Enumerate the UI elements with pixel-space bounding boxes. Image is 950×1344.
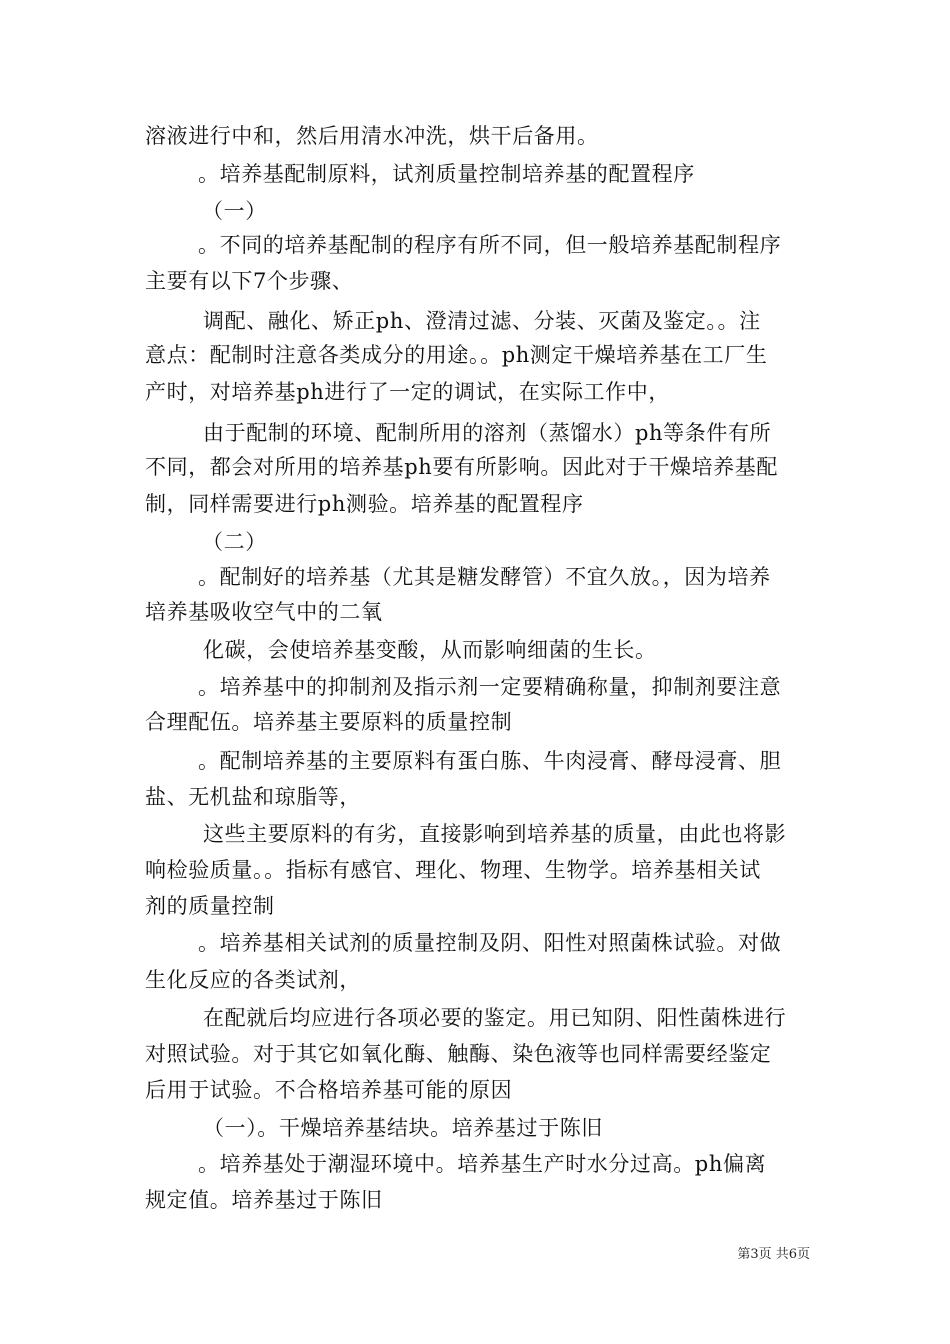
text-line-3: （一） bbox=[202, 199, 267, 223]
text-line-26: 对照试验。对于其它如氧化酶、触酶、染色液等也同样需要经鉴定 bbox=[145, 1042, 772, 1066]
text-line-4: 。不同的培养基配制的程序有所不同，但一般培养基配制程序 bbox=[198, 233, 782, 257]
text-line-20: 这些主要原料的有劣，直接影响到培养基的质量，由此也将影 bbox=[203, 822, 787, 846]
text-line-23: 。培养基相关试剂的质量控制及阴、阳性对照菌株试验。对做 bbox=[198, 931, 782, 955]
text-line-8: 产时，对培养基ph进行了一定的调试，在实际工作中， bbox=[145, 380, 670, 404]
text-line-27: 后用于试验。不合格培养基可能的原因 bbox=[145, 1078, 513, 1102]
text-line-7: 意点：配制时注意各类成分的用途。。ph测定干燥培养基在工厂生 bbox=[145, 343, 768, 367]
text-line-16: 。培养基中的抑制剂及指示剂一定要精确称量，抑制剂要注意 bbox=[198, 675, 782, 699]
text-line-19: 盐、无机盐和琼脂等， bbox=[145, 785, 361, 809]
text-line-5: 主要有以下7个步骤、 bbox=[145, 269, 354, 293]
text-line-12: （二） bbox=[202, 530, 267, 554]
text-line-10: 不同，都会对所用的培养基ph要有所影响。因此对于干燥培养基配 bbox=[145, 455, 778, 479]
page-number: 第3页 共6页 bbox=[737, 1247, 810, 1262]
text-line-25: 在配就后均应进行各项必要的鉴定。用已知阴、阳性菌株进行 bbox=[203, 1006, 787, 1030]
text-line-30: 规定值。培养基过于陈旧 bbox=[145, 1188, 383, 1212]
text-line-28: （一）。干燥培养基结块。培养基过于陈旧 bbox=[203, 1116, 603, 1140]
text-line-2: 。培养基配制原料，试剂质量控制培养基的配置程序 bbox=[198, 162, 695, 186]
text-line-1: 溶液进行中和，然后用清水冲洗，烘干后备用。 bbox=[145, 124, 599, 148]
text-line-9: 由于配制的环境、配制所用的溶剂（蒸馏水）ph等条件有所 bbox=[203, 421, 772, 445]
text-line-17: 合理配伍。培养基主要原料的质量控制 bbox=[145, 710, 513, 734]
text-line-15: 化碳，会使培养基变酸，从而影响细菌的生长。 bbox=[203, 638, 657, 662]
text-line-29: 。培养基处于潮湿环境中。培养基生产时水分过高。ph偏离 bbox=[198, 1152, 767, 1176]
text-line-11: 制，同样需要进行ph测验。培养基的配置程序 bbox=[145, 492, 584, 516]
text-line-13: 。配制好的培养基（尤其是糖发酵管）不宜久放。，因为培养 bbox=[198, 565, 771, 589]
text-line-18: 。配制培养基的主要原料有蛋白胨、牛肉浸膏、酵母浸膏、胆 bbox=[198, 749, 782, 773]
text-line-6: 调配、融化、矫正ph、澄清过滤、分装、灭菌及鉴定。。注 bbox=[203, 309, 761, 333]
text-line-14: 培养基吸收空气中的二氧 bbox=[145, 600, 383, 624]
text-line-21: 响检验质量。。指标有感官、理化、物理、生物学。培养基相关试 bbox=[145, 858, 761, 882]
text-line-22: 剂的质量控制 bbox=[145, 894, 275, 918]
text-line-24: 生化反应的各类试剂， bbox=[145, 968, 361, 992]
